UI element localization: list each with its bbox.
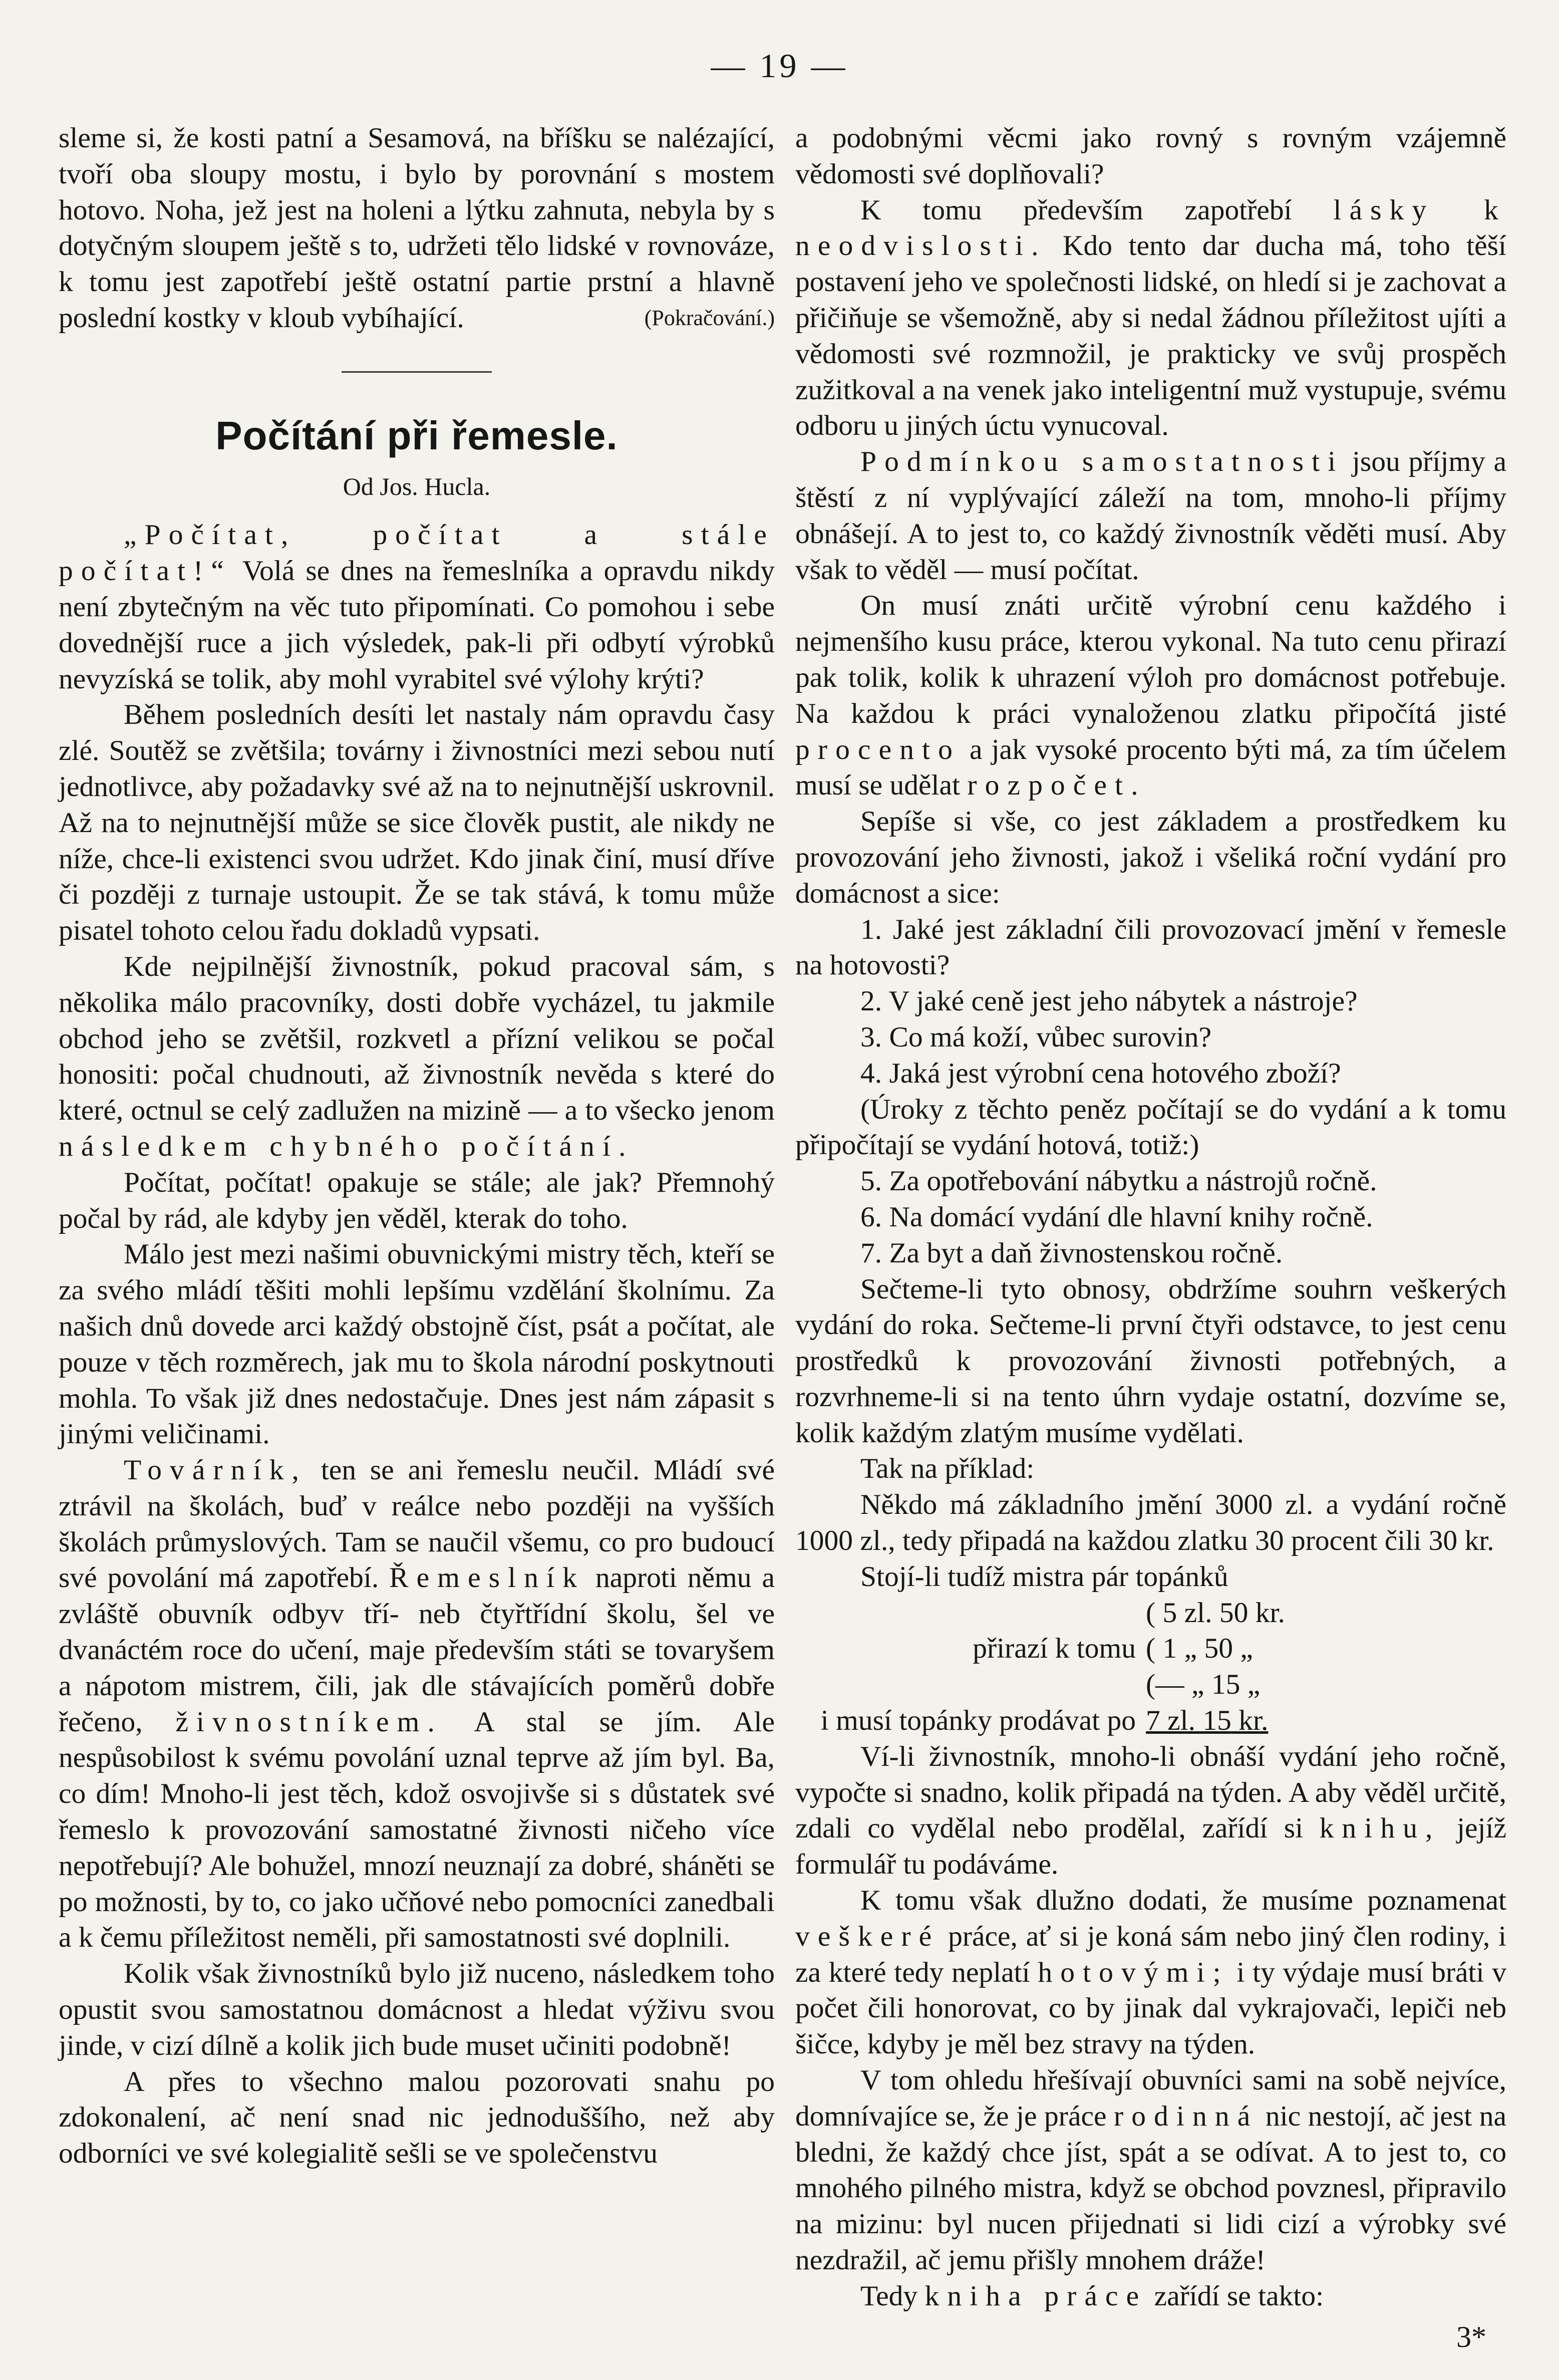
text: Tedy	[860, 2280, 925, 2312]
calc-value: (— „ 15 „	[1146, 1669, 1261, 1701]
paragraph	[795, 192, 1506, 444]
list-item: 7. Za byt a daň živnostenskou ročně.	[860, 1237, 1283, 1269]
paragraph: Sepíše si vše, co jest základem a prostředkem ku provozování jeho živnosti, jakož i všeliká roční vydání pro domácnost a sice:	[795, 806, 1506, 909]
paragraph: Sečteme-li tyto obnosy, obdržíme souhrn veškerých vydání do roka. Sečteme-li první čtyři odstavce, to jest cenu prostředků k provozování živnosti potřebných, a rozvrhneme-li si na tento úhrn vydaje ostatní, dozvíme se, kolik každým zlatým musíme vydělati.	[795, 1273, 1506, 1449]
spaced-text: „Počítat, počítat a stále počítat!“	[59, 519, 775, 587]
text: K tomu především zapotřebí	[860, 194, 1334, 226]
continued-note: (Pokračování.)	[644, 305, 775, 330]
list-item: 4. Jaká jest výrobní cena hotového zboží?	[860, 1057, 1341, 1089]
calc-total-value: 7 zl. 15 kr.	[1146, 1705, 1269, 1737]
list-item: 2. V jaké ceně jest jeho nábytek a nástroje?	[860, 985, 1358, 1017]
right-column	[795, 120, 1506, 2355]
list-note: (Úroky z těchto peněz počítají se do vydání a k tomu připočítají se vydání hotová, totiž:)	[795, 1093, 1506, 1161]
text: práce, ať si je koná sám nebo jiný člen rodiny, i za které tedy neplatí	[795, 1920, 1506, 1988]
spaced-text: kniha práce	[924, 2280, 1147, 2312]
paragraph: Tak na příklad:	[860, 1453, 1035, 1485]
paragraph: Někdo má základního jmění 3000 zl. a vydání ročně 1000 zl., tedy připadá na každou zlatku 30 procent čili 30 kr.	[795, 1489, 1506, 1557]
text: jejíž formulář tu podáváme.	[795, 1812, 1507, 1881]
spaced-text: živnostníkem.	[175, 1706, 443, 1738]
paragraph: A přes to všechno malou pozorovati snahu po zdokonalení, ač není snad nic jednoduššího, než aby odborníci ve své kolegialitě sešli se ve společenstvu	[59, 2065, 775, 2170]
calc-label: přirazí k tomu	[973, 1633, 1136, 1665]
text: Kde nejpilnější živnostník, pokud pracoval sám, s několika málo pracovníky, dosti dobře vycházel, tu jakmile obchod jeho se zvětšil, rozkvetl a přízní velikou se počal honositi: počal chudnouti, až živnostník nevěda s které do které, octnul se celý zadlužen na mizině — a to všecko jenom	[59, 950, 775, 1127]
text: K tomu však dlužno dodati, že musíme poznamenat	[860, 1885, 1506, 1917]
price-calculation	[795, 1595, 1506, 1739]
author-byline: Od Jos. Hucla.	[343, 472, 491, 500]
list-item: 1. Jaké jest základní čili provozovací jmění v řemesle na hotovosti?	[795, 913, 1506, 981]
calc-value: ( 1 „ 50 „	[1146, 1633, 1253, 1665]
article-title: Počítání při řemesle.	[215, 413, 618, 458]
paragraph: Kolik však živnostníků bylo již nuceno, následkem toho opustit svou samostatnou domácnost a hledat výživu svou jinde, v cizí dílně a kolik jich bude muset učiniti podobně!	[59, 1958, 775, 2061]
text: ten se ani řemeslu neučil. Mládí své ztrávil na školách, buď v reálce nebo později na vyšších školách průmyslových. Tam se naučil všemu, co pro budoucí své povolání má zapotřebí.	[59, 1454, 775, 1594]
left-column	[59, 120, 775, 2172]
signature-mark: 3*	[1456, 2320, 1486, 2353]
spaced-text: Podmínkou samostatnosti	[860, 446, 1344, 478]
paragraph	[795, 444, 1506, 588]
paragraph	[59, 949, 775, 1165]
divider	[342, 371, 492, 373]
paragraph: Počítat, počítat! opakuje se stále; ale jak? Přemnohý počal by rád, ale kdyby jen věděl, kterak do toho.	[59, 1166, 775, 1234]
paragraph: Málo jest mezi našimi obuvnickými mistry těch, kteří se za svého mládí těšiti mohli lepšímu vzdělání školnímu. Za našich dnů dovede arci každý obstojně číst, psát a počítat, ale pouze v těch rozměrech, jak mu to škola národní poskytnouti mohla. To však již dnes nedostačuje. Dnes jest nám zápasit s jinými veličinami.	[59, 1238, 775, 1450]
paragraph	[795, 2062, 1506, 2278]
list-item: 6. Na domácí vydání dle hlavní knihy ročně.	[860, 1201, 1373, 1233]
text: nic nestojí, ač jest na bledni, že každý chce jíst, spát a se odívat. A to jest to, co mnohého pilného mistra, když se obchod povznesl, připravilo na mizinu: byl nucen přijednati si lidi cizí a výrobky své nezdražil, ač jemu přišly mnohem dráže!	[795, 2100, 1506, 2276]
expense-list	[795, 912, 1506, 1271]
calc-value: ( 5 zl. 50 kr.	[1146, 1597, 1285, 1629]
calc-total-row	[795, 1703, 1506, 1739]
text: jsou příjmy a štěstí z ní vyplývající záleží na tom, mnoho-li příjmy obnášejí. A to jest to, co každý živnostník věděti musí. Aby však to věděl — musí počítat.	[795, 446, 1507, 586]
paragraph	[795, 2278, 1506, 2314]
text: On musí znáti určitě výrobní cenu každého i nejmenšího kusu práce, kterou vykonal. Na tuto cenu přirazí pak tolik, kolik k uhrazení výloh pro domácnost potřebuje. Na každou k práci vynaloženou zlatku připočítá jisté	[795, 590, 1506, 729]
spaced-text: následkem chybného počítání.	[59, 1130, 634, 1162]
text: zařídí se takto:	[1147, 2280, 1324, 2312]
text: i ty výdaje musí bráti v počet čili honorovat, co by jinak dal vykrajovači, lepiči neb šičce, kdyby je měl bez stravy na týden.	[795, 1956, 1506, 2060]
calc-row	[795, 1595, 1506, 1631]
paragraph	[795, 1739, 1506, 1883]
paragraph: Během posledních desíti let nastaly nám opravdu časy zlé. Soutěž se zvětšila; továrny i živnostníci mezi sebou nutí jednotlivce, aby požadavky své až na to nejnutnější uskrovnil. Až na to nejnutnější může se sice člověk pustit, ale nikdy ne níže, chce-li existenci svou udržet. Kdo jinak činí, musí dříve či později z turnaje ustoupit. Že se tak stává, k tomu může pisatel tohoto celou řadu dokladů vypsati.	[59, 699, 775, 947]
text: Kdo tento dar ducha má, toho těší postavení jeho ve společnosti lidské, on hledí si je zachovat a přičiňuje se všemožně, aby si nedal žádnou příležitost ujíti a vědomosti své rozmnožil, je prakticky ve svůj prospěch zužitkoval a na venek jako inteligentní muž vystupuje, svému odboru u jiných úctu vynucoval.	[795, 230, 1506, 442]
paragraph	[59, 517, 775, 697]
paragraph: Stojí-li tudíž mistra pár topánků	[860, 1560, 1228, 1593]
spaced-text: hotovými;	[1038, 1956, 1229, 1988]
paragraph: a podobnými věcmi jako rovný s rovným vzájemně vědomosti své doplňovali?	[795, 122, 1506, 190]
calc-row	[795, 1667, 1506, 1703]
text: A stal se jím. Ale nespůsobilost k svému povolání uznal teprve až jím byl. Ba, co dím! Mnoho-li jest těch, kdož osvojivše si s důstatek své řemeslo k provozování samostatné živnosti ničeho více nepotřebují? Ale bohužel, mnozí neuznají za dobré, sháněti se po možnosti, by to, co jako učňové nebo pomocníci zanedbali a k čemu příležitost neměli, při samostatnosti své doplnili.	[59, 1706, 775, 1954]
text: Ví-li živnostník, mnoho-li obnáší vydání jeho ročně, vypočte si snadno, kolik připadá na týden. A aby věděl určitě, zdali co vydělal nebo prodělal, zařídí si	[795, 1740, 1506, 1844]
text: V tom ohledu hřešívají obuvníci sami na sobě nejvíce, domnívajíce se, že je práce	[795, 2064, 1506, 2132]
spaced-text: lásky k neodvislosti.	[795, 194, 1507, 262]
spaced-text: Řemeslník	[389, 1562, 585, 1594]
spaced-text: procento	[795, 733, 961, 765]
text: a jak vysoké procento býti má, za tím účelem musí se udělat	[795, 733, 1506, 802]
list-item: 3. Co má koží, vůbec surovin?	[860, 1021, 1212, 1053]
spaced-text: rodinná	[1114, 2100, 1259, 2132]
text: Volá se dnes na řemeslníka a opravdu nikdy není zbytečným na věc tuto připomínati. Co pomohou i sebe dovednější ruce a jich výsledek, pak-li při odbytí výrobků nevyzíská se tolik, aby mohl vyrabitel své výlohy krýti?	[59, 555, 775, 695]
paragraph: sleme si, že kosti patní a Sesamová, na bříšku se nalézající, tvoří oba sloupy mostu, i bylo by porovnání s mostem hotovo. Noha, jež jest na holeni a lýtku zahnuta, nebyla by s dotyčným sloupem ještě s to, udržeti tělo lidské v rovnováze, k tomu jest zapotřebí ještě ostatní partie prstní a hlavně poslední kostky v kloub vybíhající.	[59, 122, 775, 334]
paragraph	[795, 1883, 1506, 2062]
spaced-text: knihu,	[1319, 1812, 1441, 1844]
spaced-text: veškeré	[795, 1920, 940, 1952]
spaced-text: rozpočet.	[967, 769, 1146, 802]
list-item: 5. Za opotřebování nábytku a nástrojů ročně.	[860, 1165, 1377, 1197]
page-number: — 19 —	[711, 47, 848, 85]
text: naproti němu a zvláště obuvník odbyv tří- neb čtyřtřídní školu, šel ve dvanáctém roce do učení, maje především státi se tovaryšem a nápotom mistrem, čili, jak dle stávajících poměrů dobře řečeno,	[59, 1562, 775, 1738]
paragraph	[795, 588, 1506, 804]
spaced-text: Továrník,	[124, 1454, 307, 1486]
paragraph	[59, 1452, 775, 1956]
calc-total-label: i musí topánky prodávat po	[820, 1705, 1136, 1737]
calc-row	[795, 1631, 1506, 1667]
